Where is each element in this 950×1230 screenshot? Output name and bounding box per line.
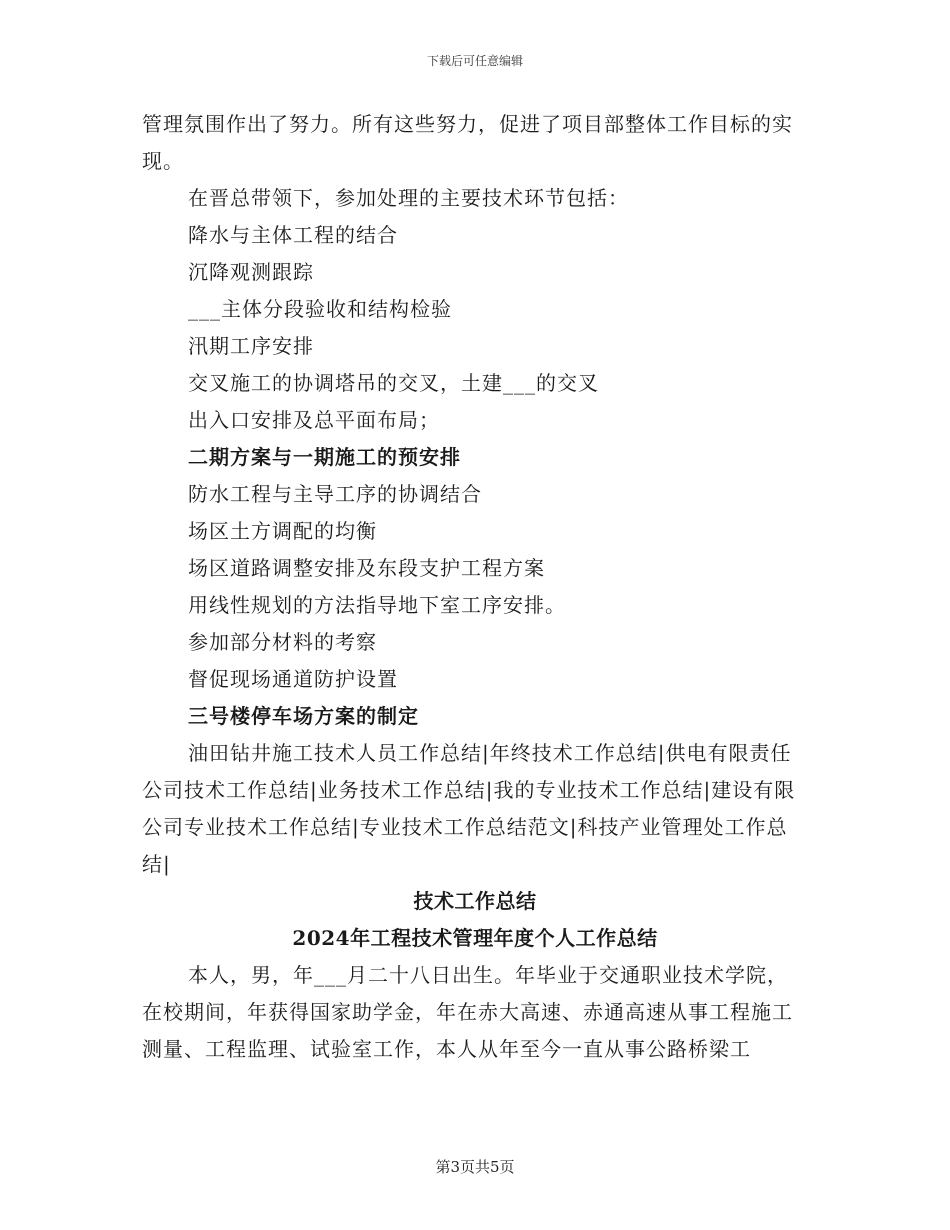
list-item: 场区土方调配的均衡 [188, 519, 377, 543]
list-item: 交叉施工的协调塔吊的交叉，土建___的交叉 [188, 371, 599, 395]
list-item: 沉降观测跟踪 [188, 260, 314, 284]
section-heading: 三号楼停车场方案的制定 [188, 704, 419, 728]
list-item: 在晋总带领下，参加处理的主要技术环节包括： [188, 186, 629, 210]
document-title: 技术工作总结 [413, 889, 537, 913]
document-body [142, 106, 808, 1068]
list-item: 用线性规划的方法指导地下室工序安排。 [188, 593, 566, 617]
list-item: 降水与主体工程的结合 [188, 223, 398, 247]
list-item: 出入口安排及总平面布局； [188, 408, 440, 432]
related-links-text: 油田钻井施工技术人员工作总结|年终技术工作总结|供电有限责任公司技术工作总结|业务技术工作总结|我的专业技术工作总结|建设有限公司专业技术工作总结|专业技术工作总结范文|科技产业管理处工作总结| [142, 741, 796, 876]
page-number: 第3页共5页 [435, 1158, 515, 1176]
body-paragraph: 本人，男，年___月二十八日出生。年毕业于交通职业技术学院，在校期间，年获得国家助学金，年在赤大高速、赤通高速从事工程施工测量、工程监理、试验室工作，本人从年至今一直从事公路桥梁工 [142, 963, 793, 1061]
page-header: 下载后可任意编辑 [426, 54, 523, 68]
document-subtitle: 2024年工程技术管理年度个人工作总结 [292, 926, 658, 950]
list-item: ___主体分段验收和结构检验 [188, 297, 452, 321]
list-item: 防水工程与主导工序的协调结合 [188, 482, 482, 506]
list-item: 参加部分材料的考察 [188, 630, 377, 654]
list-item: 场区道路调整安排及东段支护工程方案 [188, 556, 545, 580]
list-item: 督促现场通道防护设置 [188, 667, 398, 691]
section-heading: 二期方案与一期施工的预安排 [188, 445, 461, 469]
list-item: 汛期工序安排 [188, 334, 314, 358]
intro-paragraph: 管理氛围作出了努力。所有这些努力，促进了项目部整体工作目标的实现。 [142, 112, 793, 173]
